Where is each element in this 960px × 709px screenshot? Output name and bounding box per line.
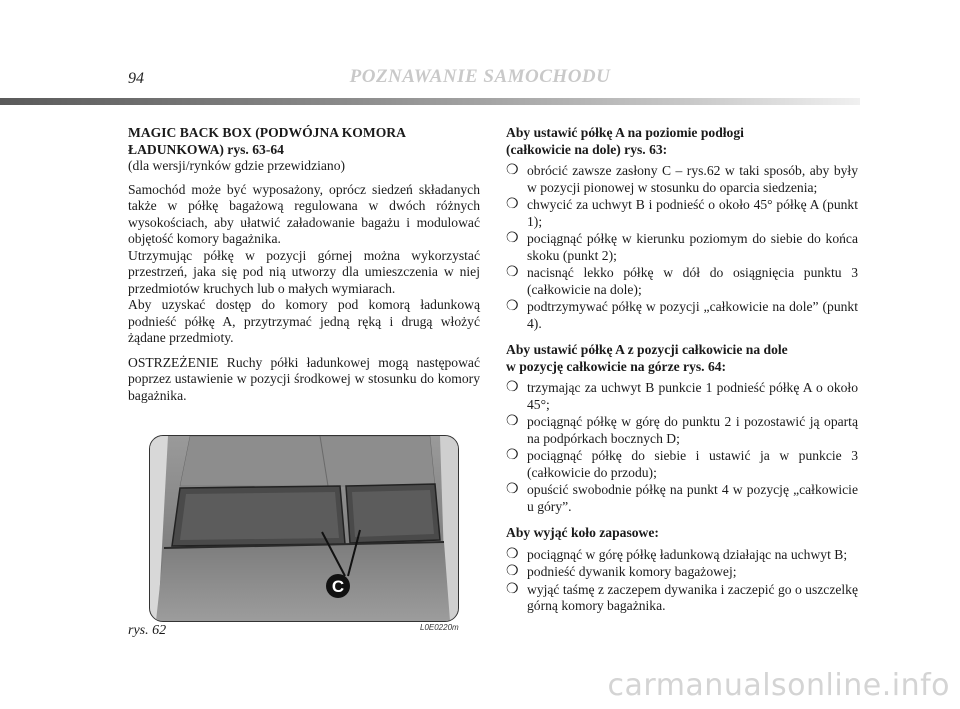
list-item [506,380,858,413]
list-item [506,482,858,515]
list-item-text: obrócić zawsze zasłony C – rys.62 w taki sposób, aby były w pozycji pionowej w stosunku do oparcia siedzenia; [527,163,858,195]
bullet-icon: ❍ [506,197,519,212]
list-item-text: podnieść dywanik komory bagażowej; [527,564,737,579]
list-item [506,197,858,230]
left-column [128,125,480,404]
list-item [506,564,858,581]
bullet-icon: ❍ [506,231,519,246]
bullet-icon: ❍ [506,546,519,562]
bullet-icon: ❍ [506,581,519,597]
seat-back [180,436,435,486]
list-item-text: nacisnąć lekko półkę w dół do osiągnięcia punktu 3 (całkowicie na dole); [527,265,858,297]
figure-caption: rys. 62 [128,623,167,638]
list-item [506,414,858,447]
list-item-text: pociągnąć w górę półkę ładunkową działając na uchwyt B; [527,546,848,562]
list-item-text: wyjąć taśmę z zaczepem dywanika i zaczepić go o uszczelkę górną komory bagażnika. [527,581,858,613]
paragraph-upper-position: Utrzymując półkę w pozycji górnej można wykorzystać przestrzeń, jaka się pod nią utworzy dla umieszczenia w niej przedmiotów kruchych lub o małych wymiarach. [128,247,480,296]
bullet-icon: ❍ [506,564,519,579]
heading-lower-line2: (całkowicie na dole) rys. 63: [506,141,668,157]
watermark-link[interactable]: carmanualsonline.info [607,668,950,703]
list-item-text: podtrzymywać półkę w pozycji „całkowicie na dole” (punkt 4). [527,299,858,331]
section-title [128,125,480,158]
paragraph-access: Aby uzyskać dostęp do komory pod komorą ładunkową podnieść półkę A, przytrzymać jedną ręką i drugą włożyć żądane przedmioty. [128,297,480,345]
heading-upper-line2: w pozycję całkowicie na górze rys. 64: [506,358,727,374]
list-item [506,448,858,481]
bullet-icon: ❍ [506,482,519,497]
trunk-illustration [150,436,458,621]
cover-panel-left-inner [180,492,339,540]
warning-paragraph: OSTRZEŻENIE Ruchy półki ładunkowej mogą następować poprzez ustawienie w pozycji środkowej w stosunku do komory bagażnika. [128,354,480,403]
heading-spare-wheel: Aby wyjąć koło zapasowe: [506,525,659,540]
list-item-text: pociągnąć półkę do siebie i ustawić ja w punkcie 3 (całkowicie do przodu); [527,448,858,480]
list-item-text: chwycić za uchwyt B i podnieść o około 45° półkę A (punkt 1); [527,197,858,229]
section-subtitle: (dla wersji/rynków gdzie przewidziano) [128,158,346,173]
list-item-text: opuścić swobodnie półkę na punkt 4 w pozycję „całkowicie u góry”. [527,482,858,514]
cover-panel-right-inner [352,490,434,537]
bullet-icon: ❍ [506,299,519,314]
bullet-icon: ❍ [506,380,519,395]
steps-spare-wheel-list [506,547,858,615]
figure-code: L0E0220m [420,623,459,632]
load-floor [156,542,450,621]
callout-label: C [331,577,345,596]
steps-upper-list [506,380,858,515]
section-title-line2: ŁADUNKOWA) rys. 63-64 [128,141,284,157]
figure-rys-62 [149,435,459,622]
heading-upper-line1: Aby ustawić półkę A z pozycji całkowicie na dole [506,342,788,357]
bullet-icon: ❍ [506,414,519,429]
bullet-icon: ❍ [506,163,519,178]
list-item [506,231,858,264]
steps-lower-list [506,163,858,332]
bullet-icon: ❍ [506,265,519,280]
section-title-line1: MAGIC BACK BOX (PODWÓJNA KOMORA [128,125,406,140]
list-item [506,547,858,564]
bullet-icon: ❍ [506,448,519,463]
paragraph-intro: Samochód może być wyposażony, oprócz siedzeń składanych także w półkę bagażową regulowana w dwóch różnych wysokościach, aby ułatwić załadowanie bagażu i modulować objętość komory bagażnika. [128,181,480,246]
list-item-text: pociągnąć półkę w kierunku poziomym do siebie do końca skoku (punkt 2); [527,231,858,263]
header-rule [0,98,860,105]
list-item [506,265,858,298]
chapter-title: POZNAWANIE SAMOCHODU [349,66,611,87]
list-item [506,582,858,615]
right-column [506,125,858,616]
heading-lower-position [506,125,858,158]
heading-upper-position [506,342,858,375]
list-item-text: pociągnąć półkę w górę do punktu 2 i pozostawić ją opartą na podpórkach bocznych D; [527,414,858,446]
page-number: 94 [128,70,144,87]
list-item [506,163,858,196]
heading-lower-line1: Aby ustawić półkę A na poziomie podłogi [506,125,744,140]
list-item [506,299,858,332]
list-item-text: trzymając za uchwyt B punkcie 1 podnieść półkę A o około 45°; [527,380,858,412]
